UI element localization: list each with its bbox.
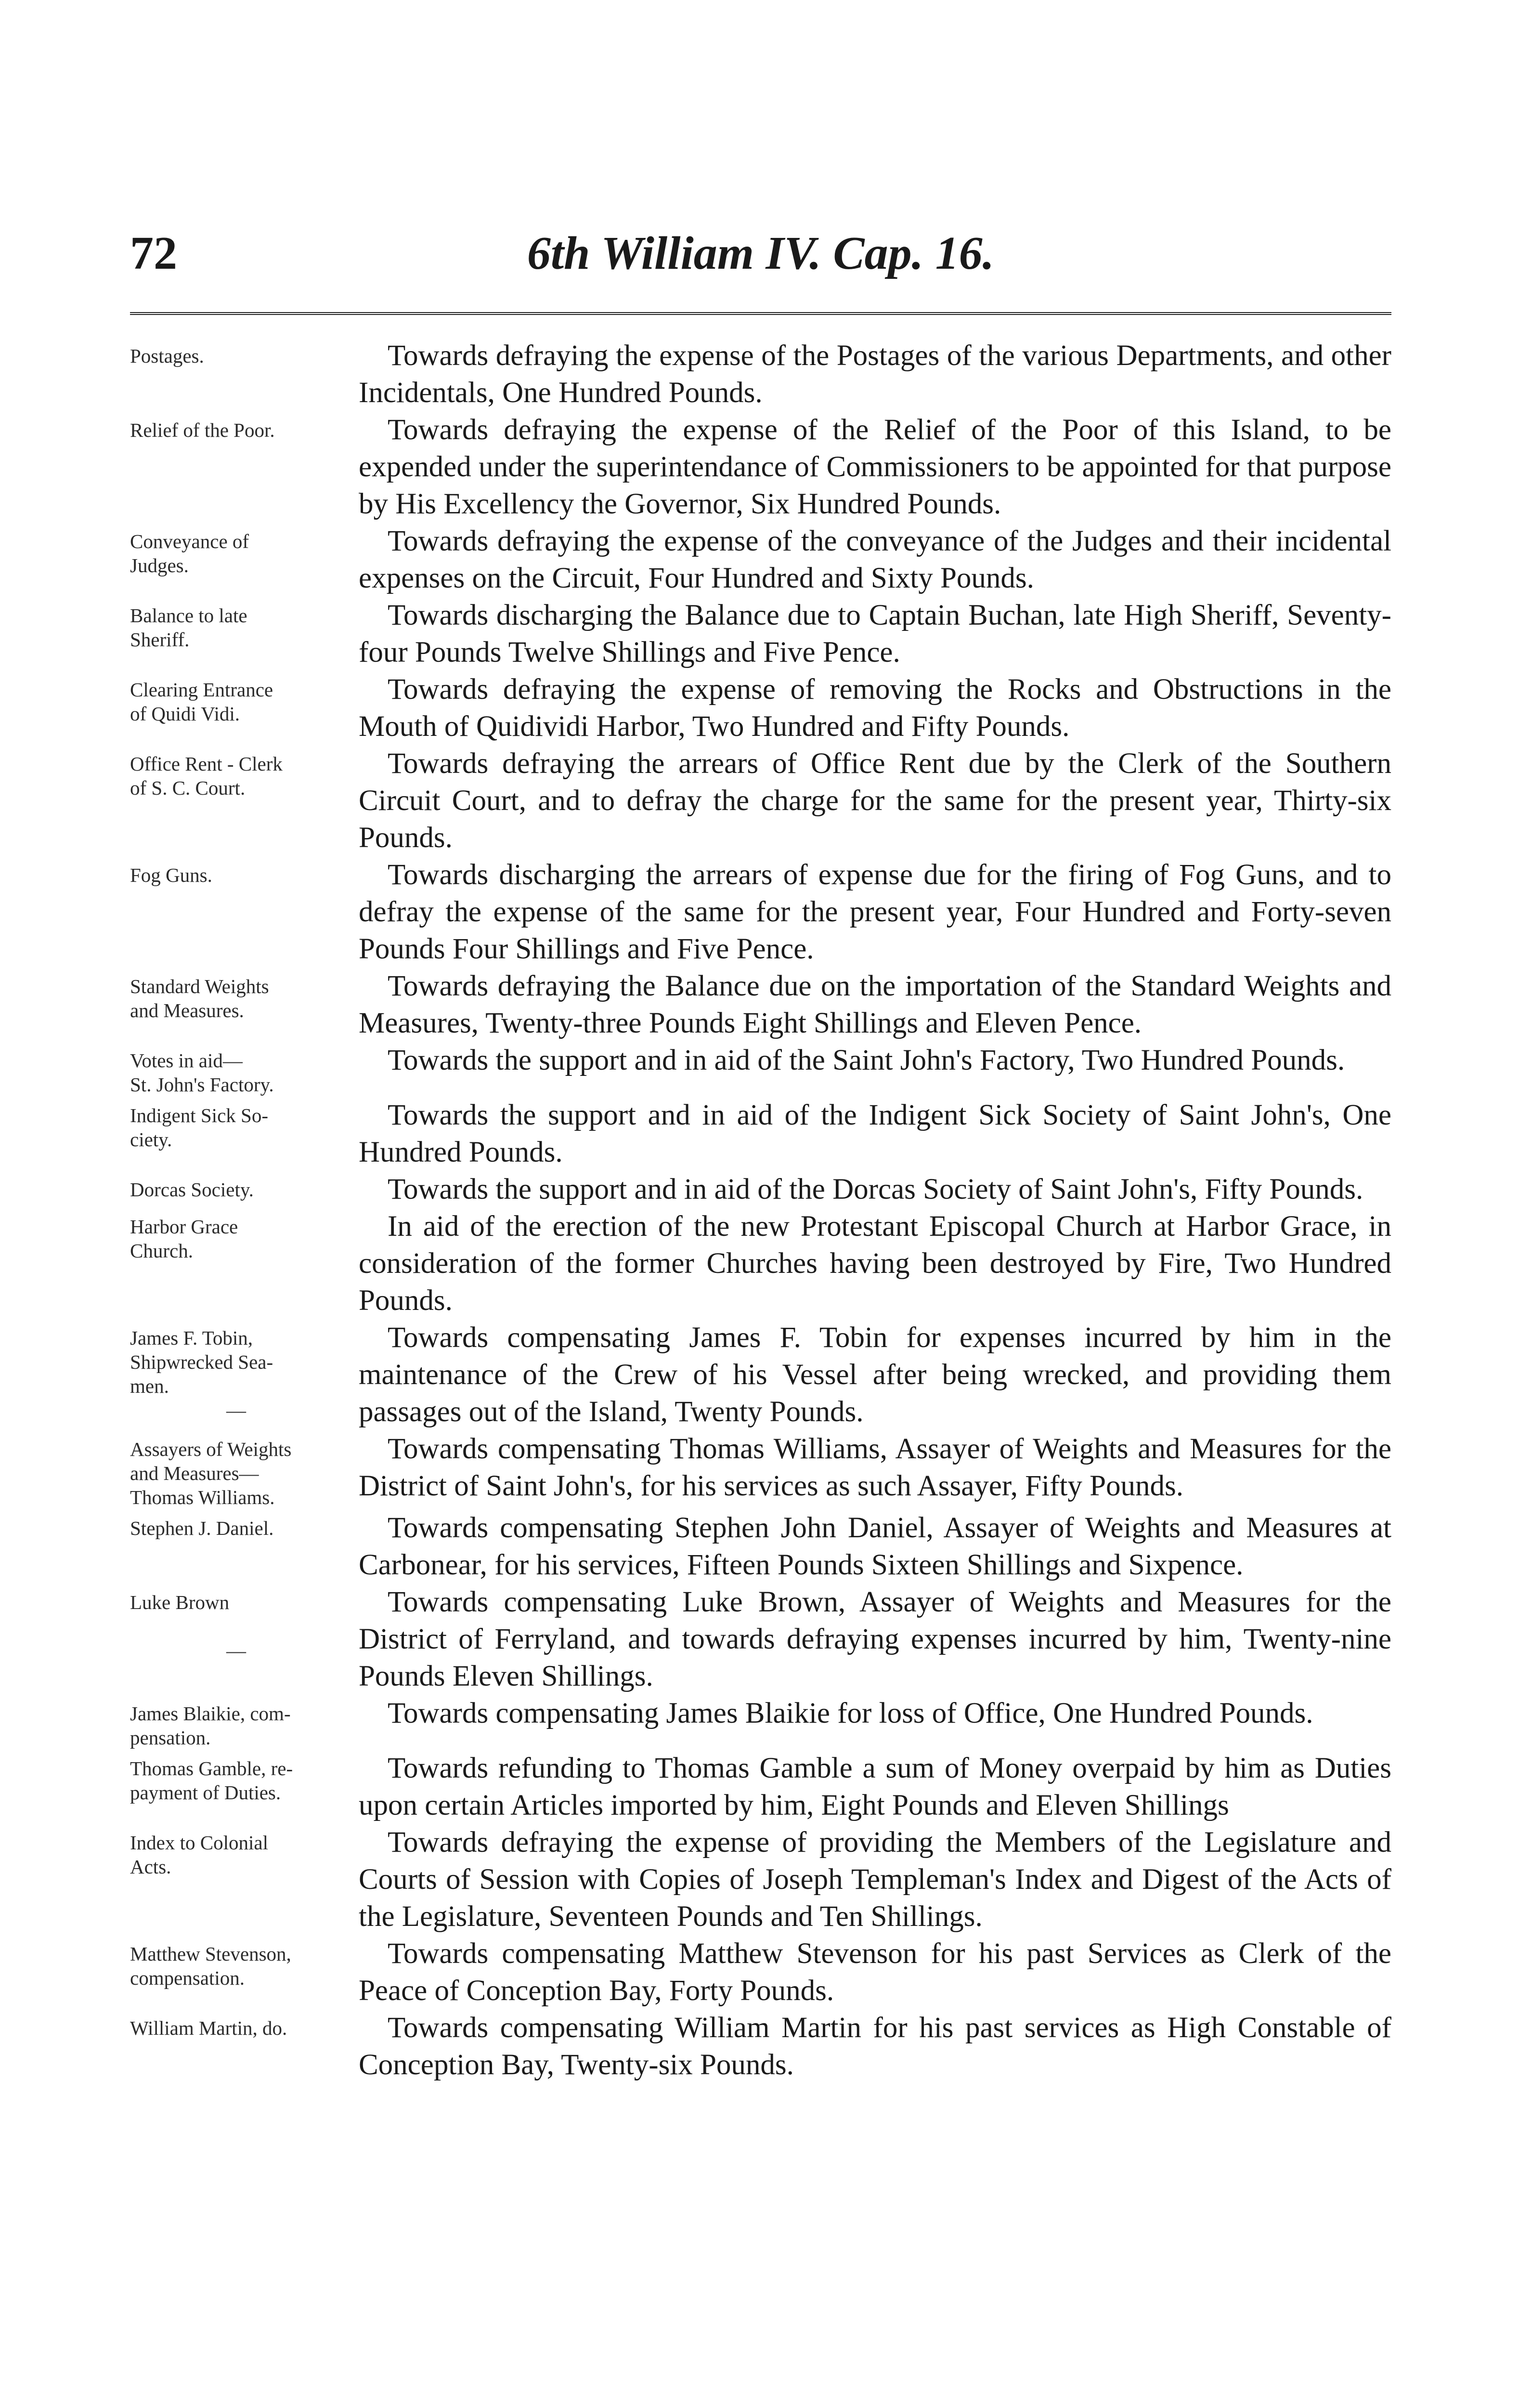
entry bbox=[130, 2009, 1391, 2083]
margin-note-line: Index to Colonial bbox=[130, 1832, 268, 1854]
entry bbox=[130, 411, 1391, 523]
margin-note-line: Office Rent - Clerk bbox=[130, 753, 283, 775]
entry-text: Towards discharging the arrears of expense due for the firing of Fog Guns, and to defray the expense of the same for the present year, Four Hundred and Forty-seven Pounds Four Shillings and Five Pence. bbox=[359, 859, 1391, 965]
margin-note-line: pensation. bbox=[130, 1727, 211, 1749]
margin-note-line: James F. Tobin, bbox=[130, 1327, 253, 1349]
margin-note bbox=[130, 1824, 359, 1879]
page-number: 72 bbox=[130, 227, 177, 279]
margin-note-line: Church. bbox=[130, 1240, 193, 1262]
margin-note bbox=[130, 411, 359, 442]
margin-note-line: William Martin, do. bbox=[130, 2017, 287, 2039]
entry bbox=[130, 745, 1391, 856]
margin-note-line: Matthew Stevenson, bbox=[130, 1943, 291, 1965]
entry bbox=[130, 1319, 1391, 1430]
entry-text: Towards compensating James F. Tobin for expenses incurred by him in the maintenance of the Crew of his Vessel after being wrecked, and providing them passages out of the Island, Twenty Pounds. bbox=[359, 1322, 1391, 1428]
header-rule bbox=[130, 312, 1391, 315]
entry-text: In aid of the erection of the new Protestant Episcopal Church at Harbor Grace, in consideration of the former Churches having been destroyed by Fire, Two Hundred Pounds. bbox=[359, 1210, 1391, 1317]
margin-note-line: Fog Guns. bbox=[130, 864, 212, 886]
entries-list bbox=[130, 337, 1391, 2083]
margin-note bbox=[130, 523, 359, 577]
margin-note bbox=[130, 1319, 359, 1422]
margin-note bbox=[130, 1750, 359, 1805]
entry-text: Towards defraying the expense of the conveyance of the Judges and their incidental expenses on the Circuit, Four Hundred and Sixty Pounds. bbox=[359, 525, 1391, 594]
margin-note bbox=[130, 1171, 359, 1202]
entry-text: Towards defraying the expense of removing the Rocks and Obstructions in the Mouth of Quidividi Harbor, Two Hundred and Fifty Pounds. bbox=[359, 673, 1391, 743]
margin-note bbox=[130, 1695, 359, 1750]
entry bbox=[130, 1824, 1391, 1935]
margin-note-line: men. bbox=[130, 1375, 169, 1397]
margin-note bbox=[130, 1430, 359, 1509]
entry-text: Towards the support and in aid of the Indigent Sick Society of Saint John's, One Hundred Pounds. bbox=[359, 1099, 1391, 1168]
entry-text: Towards compensating Matthew Stevenson for his past Services as Clerk of the Peace of Conception Bay, Forty Pounds. bbox=[359, 1937, 1391, 2007]
entry bbox=[130, 1750, 1391, 1824]
entry bbox=[130, 597, 1391, 671]
margin-note-line: — bbox=[226, 1399, 246, 1421]
margin-note-line: Conveyance of bbox=[130, 530, 249, 552]
entry-text: Towards refunding to Thomas Gamble a sum of Money overpaid by him as Duties upon certain Articles imported by him, Eight Pounds and Eleven Shillings bbox=[359, 1752, 1391, 1821]
margin-note-line: ciety. bbox=[130, 1128, 172, 1151]
entry-text: Towards compensating Stephen John Daniel, Assayer of Weights and Measures at Carbonear, for his services, Fifteen Pounds Sixteen Shillings and Sixpence. bbox=[359, 1512, 1391, 1581]
entry bbox=[130, 1584, 1391, 1695]
margin-note bbox=[130, 1509, 359, 1540]
entry-text: Towards the support and in aid of the Saint John's Factory, Two Hundred Pounds. bbox=[388, 1044, 1345, 1076]
margin-note bbox=[130, 1042, 359, 1097]
margin-note bbox=[130, 1097, 359, 1152]
margin-note-line: of Quidi Vidi. bbox=[130, 703, 240, 725]
entry bbox=[130, 523, 1391, 597]
margin-note bbox=[130, 968, 359, 1022]
entry bbox=[130, 1430, 1391, 1509]
entry-text: Towards compensating Thomas Williams, Assayer of Weights and Measures for the District of Saint John's, for his services as such Assayer, Fifty Pounds. bbox=[359, 1433, 1391, 1502]
running-head: 6th William IV. Cap. 16. bbox=[527, 227, 995, 279]
entry bbox=[130, 1171, 1391, 1208]
entry-text: Towards discharging the Balance due to Captain Buchan, late High Sheriff, Seventy-four Pounds Twelve Shillings and Five Pence. bbox=[359, 599, 1391, 668]
margin-note bbox=[130, 2009, 359, 2040]
margin-note-line: — bbox=[226, 1639, 246, 1662]
margin-note bbox=[130, 745, 359, 800]
entry bbox=[130, 1935, 1391, 2009]
entry bbox=[130, 1042, 1391, 1097]
margin-note-line: Acts. bbox=[130, 1856, 171, 1878]
entry-text: Towards compensating Luke Brown, Assayer of Weights and Measures for the District of Ferryland, and towards defraying expenses incurred by him, Twenty-nine Pounds Eleven Shillings. bbox=[359, 1586, 1391, 1692]
margin-note-line: compensation. bbox=[130, 1967, 245, 1989]
margin-note bbox=[130, 1584, 359, 1662]
margin-note-line: Stephen J. Daniel. bbox=[130, 1517, 274, 1539]
margin-note-line: Balance to late bbox=[130, 604, 247, 627]
entry-text: Towards defraying the expense of the Relief of the Poor of this Island, to be expended under the superintendance of Commissioners to be appointed for that purpose by His Excellency the Governor, Six Hundred Pounds. bbox=[359, 414, 1391, 520]
margin-note bbox=[130, 1935, 359, 1990]
page-header bbox=[130, 226, 1391, 294]
margin-note-line: of S. C. Court. bbox=[130, 777, 246, 799]
margin-note bbox=[130, 856, 359, 887]
entry-text: Towards compensating William Martin for his past services as High Constable of Conception Bay, Twenty-six Pounds. bbox=[359, 2012, 1391, 2081]
margin-note-line bbox=[130, 1614, 359, 1638]
margin-note-line: Shipwrecked Sea- bbox=[130, 1351, 273, 1373]
margin-note-line: and Measures. bbox=[130, 999, 244, 1021]
margin-note-line: Standard Weights bbox=[130, 975, 269, 997]
margin-note-line: Thomas Gamble, re- bbox=[130, 1757, 293, 1780]
margin-note-line: Indigent Sick So- bbox=[130, 1104, 268, 1126]
margin-note bbox=[130, 597, 359, 652]
margin-note-line: Votes in aid— bbox=[130, 1049, 243, 1072]
margin-note-line: St. John's Factory. bbox=[130, 1073, 274, 1096]
margin-note-line: Assayers of Weights bbox=[130, 1438, 292, 1460]
margin-note-line: Luke Brown bbox=[130, 1591, 230, 1613]
entry bbox=[130, 968, 1391, 1042]
entry-text: Towards compensating James Blaikie for loss of Office, One Hundred Pounds. bbox=[388, 1697, 1313, 1729]
margin-note bbox=[130, 671, 359, 726]
margin-note-line: Postages. bbox=[130, 345, 204, 367]
margin-note-line: and Measures— bbox=[130, 1462, 259, 1484]
entry bbox=[130, 671, 1391, 745]
entry bbox=[130, 1208, 1391, 1319]
margin-note-line: Judges. bbox=[130, 554, 189, 576]
entry bbox=[130, 1509, 1391, 1584]
entry bbox=[130, 856, 1391, 968]
margin-note-line: Sheriff. bbox=[130, 628, 190, 651]
entry-text: Towards the support and in aid of the Dorcas Society of Saint John's, Fifty Pounds. bbox=[388, 1173, 1363, 1205]
margin-note bbox=[130, 1208, 359, 1263]
margin-note-line: payment of Duties. bbox=[130, 1781, 281, 1804]
margin-note-line: Harbor Grace bbox=[130, 1216, 238, 1238]
entry-text: Towards defraying the Balance due on the importation of the Standard Weights and Measures, Twenty-three Pounds Eight Shillings and Eleven Pence. bbox=[359, 970, 1391, 1039]
margin-note-line: James Blaikie, com- bbox=[130, 1702, 291, 1725]
margin-note-line: Clearing Entrance bbox=[130, 679, 273, 701]
entry bbox=[130, 1097, 1391, 1171]
entry-text: Towards defraying the arrears of Office Rent due by the Clerk of the Southern Circuit Court, and to defray the charge for the same for the present year, Thirty-six Pounds. bbox=[359, 747, 1391, 854]
entry bbox=[130, 337, 1391, 411]
margin-note-line: Dorcas Society. bbox=[130, 1178, 254, 1201]
entry-text: Towards defraying the expense of providing the Members of the Legislature and Courts of Session with Copies of Joseph Templeman's Index and Digest of the Acts of the Legislature, Seventeen Pounds and Ten Shillings. bbox=[359, 1826, 1391, 1933]
margin-note bbox=[130, 337, 359, 368]
entry-text: Towards defraying the expense of the Postages of the various Departments, and other Incidentals, One Hundred Pounds. bbox=[359, 340, 1391, 409]
margin-note-line: Thomas Williams. bbox=[130, 1486, 275, 1508]
entry bbox=[130, 1695, 1391, 1750]
margin-note-line: Relief of the Poor. bbox=[130, 419, 275, 441]
